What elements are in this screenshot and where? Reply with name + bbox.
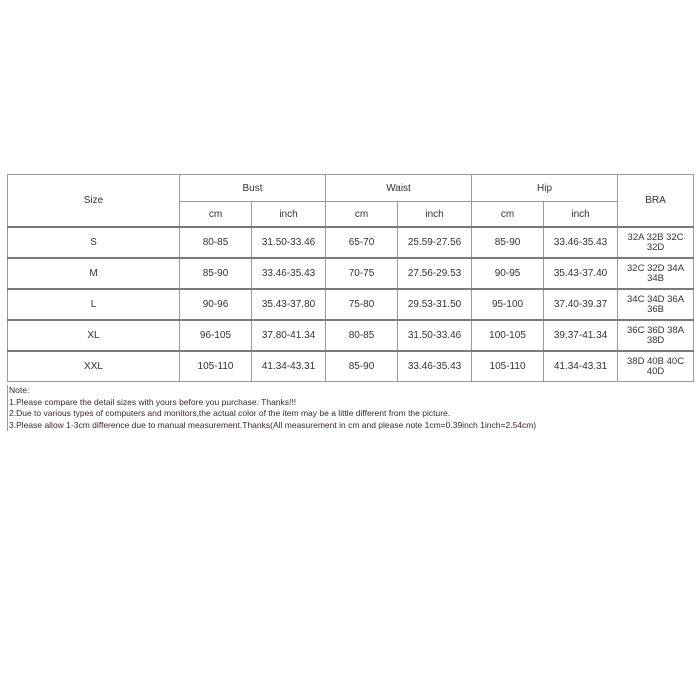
- bra-header: BRA: [618, 175, 694, 228]
- size-cell: M: [8, 258, 180, 289]
- waist-header: Waist: [326, 175, 472, 202]
- hip-inch-header: inch: [544, 202, 618, 228]
- note-line: 1.Please compare the detail sizes with yours before you purchase. Thanks!!!: [9, 396, 297, 407]
- bust-cm-cell: 90-96: [180, 289, 252, 320]
- note-line: 3.Please allow 1-3cm difference due to manual measurement.Thanks(All measurement in cm and please note 1cm=0.39inch 1inch=2.54cm): [9, 419, 537, 430]
- hip-header: Hip: [472, 175, 618, 202]
- hip-inch-cell: 33.46-35.43: [544, 227, 618, 258]
- waist-inch-cell: 29.53-31.50: [398, 289, 472, 320]
- notes-title: Note:: [9, 385, 30, 395]
- hip-cm-cell: 105-110: [472, 351, 544, 382]
- bra-cell: 34C 34D 36A 36B: [618, 289, 694, 320]
- waist-inch-cell: 33.46-35.43: [398, 351, 472, 382]
- hip-cm-cell: 100-105: [472, 320, 544, 351]
- bust-cm-cell: 80-85: [180, 227, 252, 258]
- hip-cm-cell: 85-90: [472, 227, 544, 258]
- table-row: [8, 258, 694, 289]
- bust-inch-cell: 31.50-33.46: [252, 227, 326, 258]
- size-cell: XL: [8, 320, 180, 351]
- bra-cell: 38D 40B 40C 40D: [618, 351, 694, 382]
- hip-inch-cell: 35.43-37.40: [544, 258, 618, 289]
- table-row: [8, 320, 694, 351]
- bust-inch-cell: 35.43-37.80: [252, 289, 326, 320]
- bust-cm-cell: 96-105: [180, 320, 252, 351]
- bust-cm-cell: 85-90: [180, 258, 252, 289]
- hip-inch-cell: 39.37-41.34: [544, 320, 618, 351]
- bust-inch-cell: 41.34-43.31: [252, 351, 326, 382]
- size-cell: L: [8, 289, 180, 320]
- table-row: [8, 351, 694, 382]
- waist-inch-header: inch: [398, 202, 472, 228]
- waist-inch-cell: 25.59-27.56: [398, 227, 472, 258]
- waist-cm-cell: 75-80: [326, 289, 398, 320]
- bra-cell: 32C 32D 34A 34B: [618, 258, 694, 289]
- waist-inch-cell: 31.50-33.46: [398, 320, 472, 351]
- waist-cm-cell: 65-70: [326, 227, 398, 258]
- waist-cm-header: cm: [326, 202, 398, 228]
- bra-cell: 36C 36D 38A 38D: [618, 320, 694, 351]
- bust-inch-header: inch: [252, 202, 326, 228]
- waist-cm-cell: 80-85: [326, 320, 398, 351]
- waist-cm-cell: 70-75: [326, 258, 398, 289]
- table-row: [8, 227, 694, 258]
- waist-cm-cell: 85-90: [326, 351, 398, 382]
- size-table: [7, 174, 694, 382]
- hip-inch-cell: 41.34-43.31: [544, 351, 618, 382]
- hip-inch-cell: 37.40-39.37: [544, 289, 618, 320]
- hip-cm-cell: 95-100: [472, 289, 544, 320]
- note-line: 2.Due to various types of computers and monitors,the actual color of the item may be a little different from the picture.: [9, 408, 451, 418]
- hip-cm-header: cm: [472, 202, 544, 228]
- bust-inch-cell: 37.80-41.34: [252, 320, 326, 351]
- bust-header: Bust: [180, 175, 326, 202]
- bust-cm-cell: 105-110: [180, 351, 252, 382]
- size-cell: XXL: [8, 351, 180, 382]
- table-row: [8, 289, 694, 320]
- bust-inch-cell: 33.46-35.43: [252, 258, 326, 289]
- notes-section: [7, 385, 693, 431]
- size-header: Size: [8, 175, 180, 228]
- hip-cm-cell: 90-95: [472, 258, 544, 289]
- size-cell: S: [8, 227, 180, 258]
- size-chart: [7, 174, 693, 431]
- waist-inch-cell: 27.56-29.53: [398, 258, 472, 289]
- bust-cm-header: cm: [180, 202, 252, 228]
- bra-cell: 32A 32B 32C 32D: [618, 227, 694, 258]
